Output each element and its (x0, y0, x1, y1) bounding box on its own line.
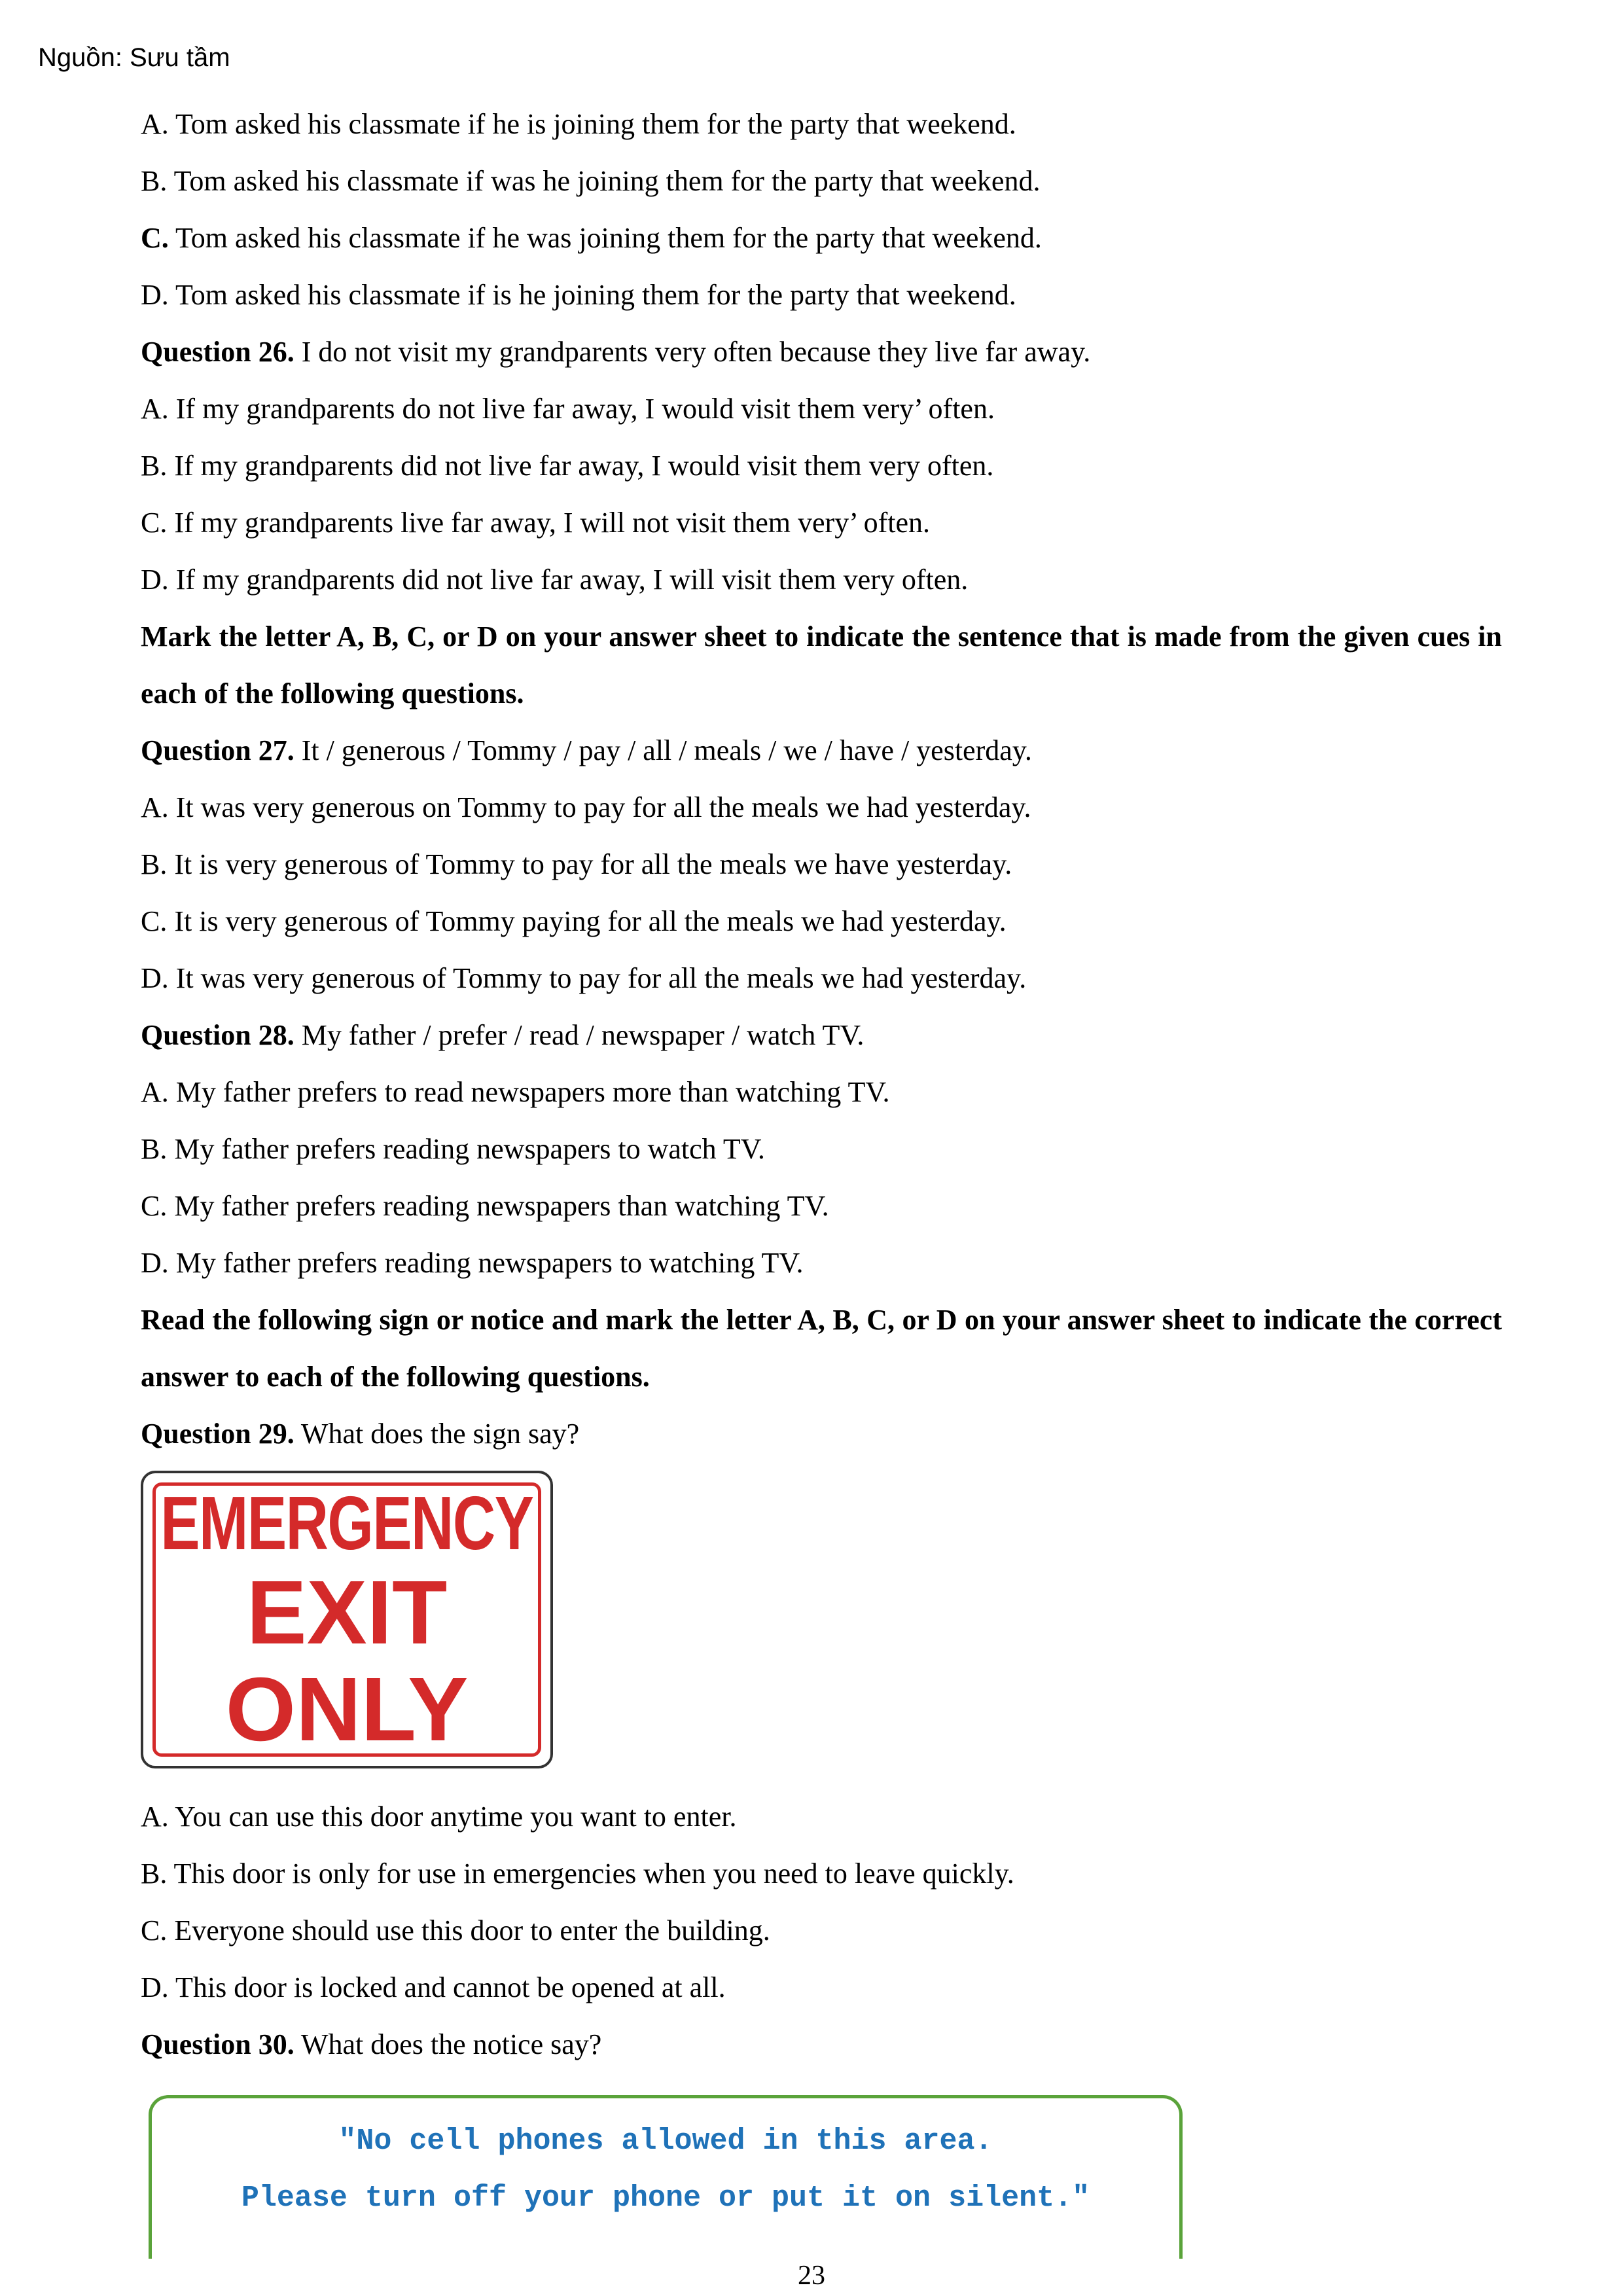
q28-option-a: A. My father prefers to read newspapers more than watching TV. (141, 1076, 890, 1108)
sign-border (152, 1480, 541, 1760)
question-27: Question 27. It / generous / Tommy / pay / all / meals / we / have / yesterday. (141, 734, 1032, 766)
sign-text-emergency: EMERGENCY (160, 1480, 533, 1566)
q29-option-a: A. You can use this door anytime you want to enter. (141, 1801, 737, 1833)
q25-option-d: D. Tom asked his classmate if is he joining them for the party that weekend. (141, 279, 1016, 311)
page-content (141, 96, 1502, 2259)
emergency-exit-sign (141, 1471, 553, 1768)
notice-line-1: "No cell phones allowed in this area. (338, 2125, 993, 2158)
instruction-signs: Read the following sign or notice and mark the letter A, B, C, or D on your answer sheet to indicate the correct answer to each of the following questions. (141, 1304, 1502, 1393)
q27-option-a: A. It was very generous on Tommy to pay for all the meals we had yesterday. (141, 791, 1031, 823)
sign-text-only: ONLY (225, 1659, 469, 1760)
page-number: 23 (798, 2261, 825, 2291)
q28-option-b: B. My father prefers reading newspapers to watch TV. (141, 1133, 765, 1165)
question-28: Question 28. My father / prefer / read / newspaper / watch TV. (141, 1019, 865, 1051)
question-26: Question 26. I do not visit my grandparents very often because they live far away. (141, 336, 1091, 368)
q27-option-c: C. It is very generous of Tommy paying for all the meals we had yesterday. (141, 905, 1007, 937)
notice-line-2: Please turn off your phone or put it on silent." (241, 2181, 1090, 2215)
q28-option-d: D. My father prefers reading newspapers to watching TV. (141, 1247, 804, 1279)
q26-option-d: D. If my grandparents did not live far away, I will visit them very often. (141, 564, 969, 596)
q29-option-c: C. Everyone should use this door to enter the building. (141, 1914, 770, 1946)
q29-option-b: B. This door is only for use in emergencies when you need to leave quickly. (141, 1857, 1014, 1890)
q28-option-c: C. My father prefers reading newspapers than watching TV. (141, 1190, 829, 1222)
sign-text-exit: EXIT (246, 1562, 448, 1663)
no-phones-notice (149, 2095, 1183, 2259)
q25-option-c: C. Tom asked his classmate if he was joining them for the party that weekend. (141, 222, 1042, 254)
q25-option-b: B. Tom asked his classmate if was he joining them for the party that weekend. (141, 165, 1041, 197)
question-30: Question 30. What does the notice say? (141, 2028, 602, 2060)
q27-option-b: B. It is very generous of Tommy to pay for all the meals we have yesterday. (141, 848, 1012, 880)
source-header: Nguồn: Sưu tầm (38, 43, 230, 72)
question-29: Question 29. What does the sign say? (141, 1418, 580, 1450)
q26-option-c: C. If my grandparents live far away, I will not visit them very’ often. (141, 507, 930, 539)
q25-option-a: A. Tom asked his classmate if he is joining them for the party that weekend. (141, 108, 1016, 140)
q26-option-a: A. If my grandparents do not live far away, I would visit them very’ often. (141, 393, 995, 425)
q26-option-b: B. If my grandparents did not live far away, I would visit them very often. (141, 450, 994, 482)
q29-option-d: D. This door is locked and cannot be opened at all. (141, 1971, 726, 2003)
q27-option-d: D. It was very generous of Tommy to pay for all the meals we had yesterday. (141, 962, 1027, 994)
instruction-cues: Mark the letter A, B, C, or D on your answer sheet to indicate the sentence that is made from the given cues in each of the following questions. (141, 620, 1502, 709)
